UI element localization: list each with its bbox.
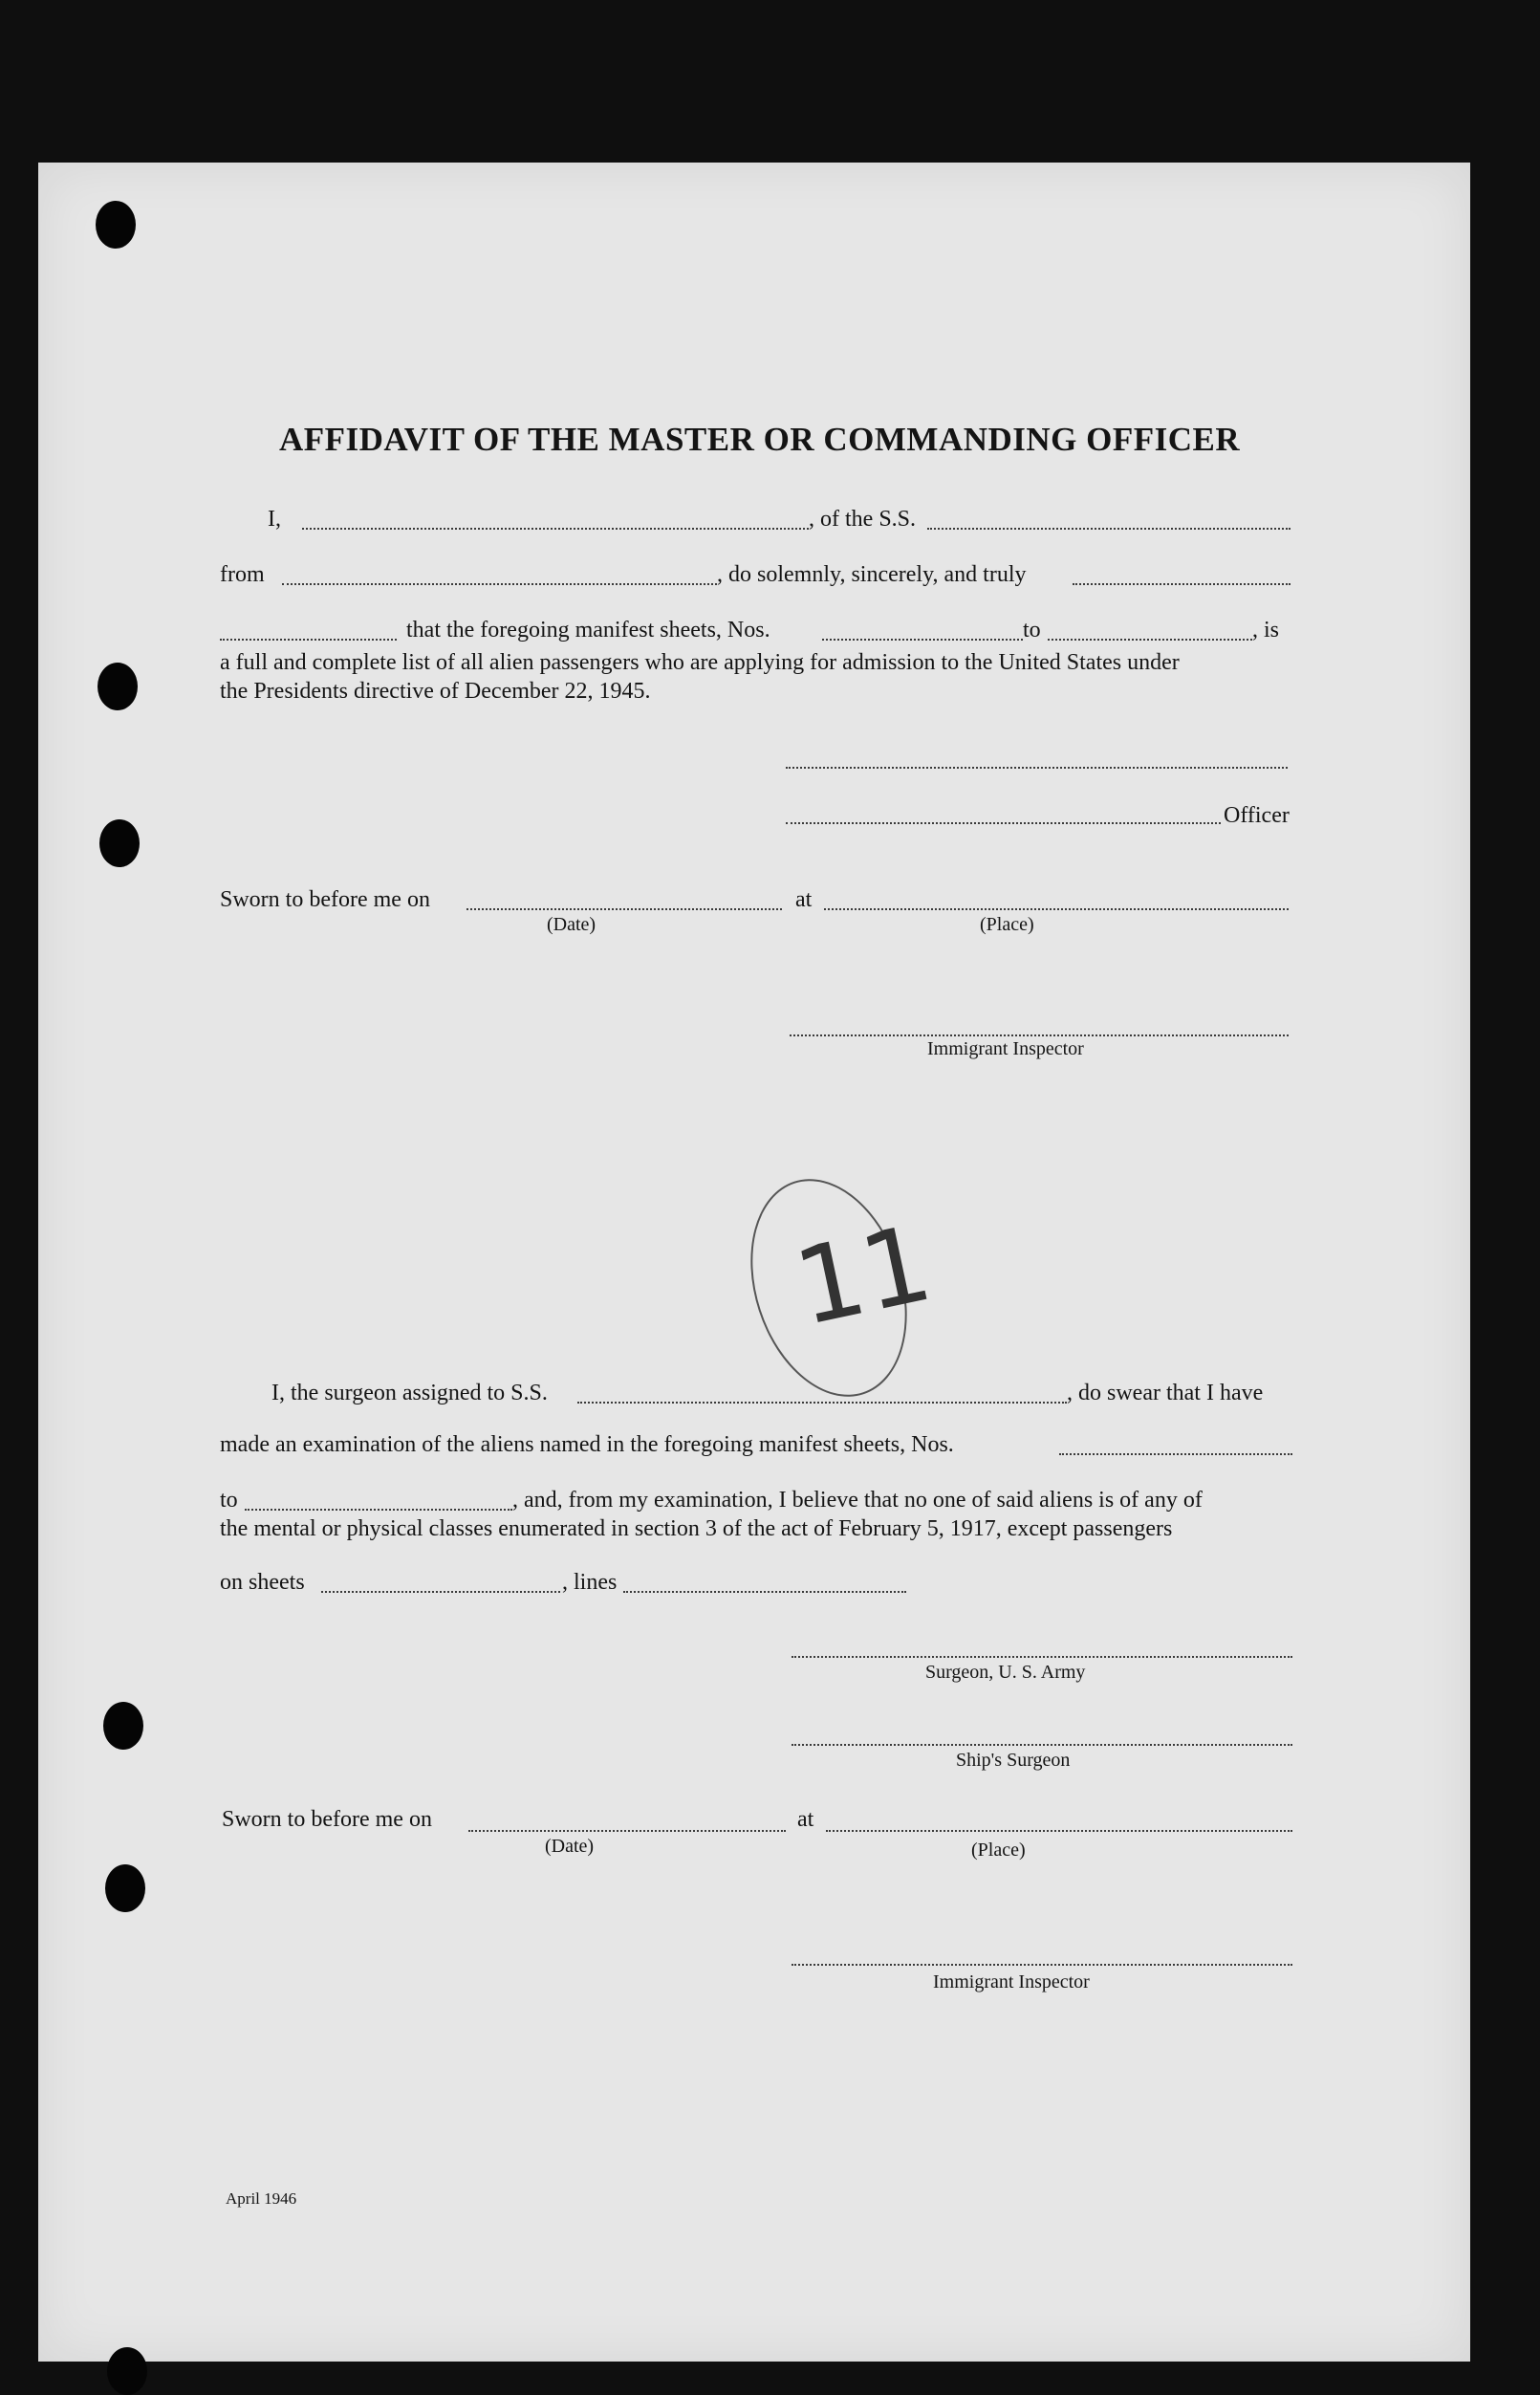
to-label: to — [220, 1488, 238, 1513]
officer-label: Officer — [1224, 803, 1290, 828]
examination-belief-text: , and, from my examination, I believe that no one of said aliens is of any of — [512, 1488, 1203, 1513]
sworn-place-field-2[interactable] — [826, 1830, 1292, 1832]
master-text-line: the Presidents directive of December 22, 1945. — [220, 679, 651, 704]
punch-hole — [99, 819, 140, 867]
lines-label: , lines — [562, 1570, 618, 1595]
inspector-signature-line[interactable] — [790, 1034, 1289, 1036]
sworn-label: Sworn to before me on — [220, 887, 430, 912]
do-solemnly-label: , do solemnly, sincerely, and truly — [717, 562, 1027, 587]
date-caption: (Date) — [547, 914, 596, 935]
place-caption: (Place) — [971, 1840, 1026, 1861]
do-swear-label: , do swear that I have — [1067, 1381, 1264, 1405]
oath-field[interactable] — [1073, 583, 1291, 585]
of-ss-label: , of the S.S. — [809, 507, 917, 532]
punch-hole — [98, 663, 138, 710]
army-surgeon-signature-line[interactable] — [792, 1656, 1292, 1658]
manifest-sheets-label: that the foregoing manifest sheets, Nos. — [406, 618, 770, 642]
sworn-label: Sworn to before me on — [222, 1807, 432, 1832]
inspector-signature-line-2[interactable] — [792, 1964, 1292, 1966]
surgeon-sheet-to-field[interactable] — [245, 1509, 512, 1511]
sworn-place-field[interactable] — [824, 908, 1289, 910]
form-title: AFFIDAVIT OF THE MASTER OR COMMANDING OFFICER — [279, 421, 1241, 458]
to-label: to — [1023, 618, 1041, 642]
sheet-from-field[interactable] — [822, 639, 1023, 641]
master-name-field[interactable] — [302, 528, 809, 530]
army-surgeon-caption: Surgeon, U. S. Army — [925, 1662, 1086, 1683]
mental-classes-text: the mental or physical classes enumerated in section 3 of the act of February 5, 1917, except passengers — [220, 1516, 1173, 1541]
inspector-caption: Immigrant Inspector — [927, 1038, 1084, 1059]
punch-hole — [107, 2347, 147, 2395]
ship-name-field[interactable] — [927, 528, 1291, 530]
at-label: at — [797, 1807, 814, 1832]
sheet-to-field[interactable] — [1048, 639, 1252, 641]
i-label: I, — [268, 507, 281, 532]
ship-surgeon-signature-line[interactable] — [792, 1744, 1292, 1746]
sworn-date-field-2[interactable] — [468, 1830, 786, 1832]
surgeon-intro: I, the surgeon assigned to S.S. — [271, 1381, 548, 1405]
handwritten-mark: 11 — [785, 1201, 942, 1350]
from-label: from — [220, 562, 265, 587]
place-caption: (Place) — [980, 914, 1034, 935]
except-lines-field[interactable] — [623, 1591, 906, 1593]
on-sheets-label: on sheets — [220, 1570, 305, 1595]
punch-hole — [96, 201, 136, 249]
officer-signature-line[interactable] — [786, 822, 1221, 824]
inspector-caption: Immigrant Inspector — [933, 1971, 1090, 1992]
signature-line[interactable] — [786, 767, 1288, 769]
from-field[interactable] — [282, 583, 717, 585]
oath-continued-field[interactable] — [220, 639, 397, 641]
is-label: , is — [1252, 618, 1280, 642]
at-label: at — [795, 887, 813, 912]
master-text-line: a full and complete list of all alien passengers who are applying for admission to the United States under — [220, 650, 1180, 675]
punch-hole — [103, 1702, 143, 1750]
form-date-footer: April 1946 — [226, 2189, 297, 2208]
punch-hole — [105, 1864, 145, 1912]
date-caption: (Date) — [545, 1836, 595, 1857]
sworn-date-field[interactable] — [466, 908, 782, 910]
surgeon-sheet-from-field[interactable] — [1059, 1453, 1292, 1455]
examination-text: made an examination of the aliens named in the foregoing manifest sheets, Nos. — [220, 1432, 954, 1457]
ship-surgeon-caption: Ship's Surgeon — [956, 1750, 1071, 1771]
except-sheets-field[interactable] — [321, 1591, 560, 1593]
surgeon-ship-field[interactable] — [577, 1402, 1067, 1404]
